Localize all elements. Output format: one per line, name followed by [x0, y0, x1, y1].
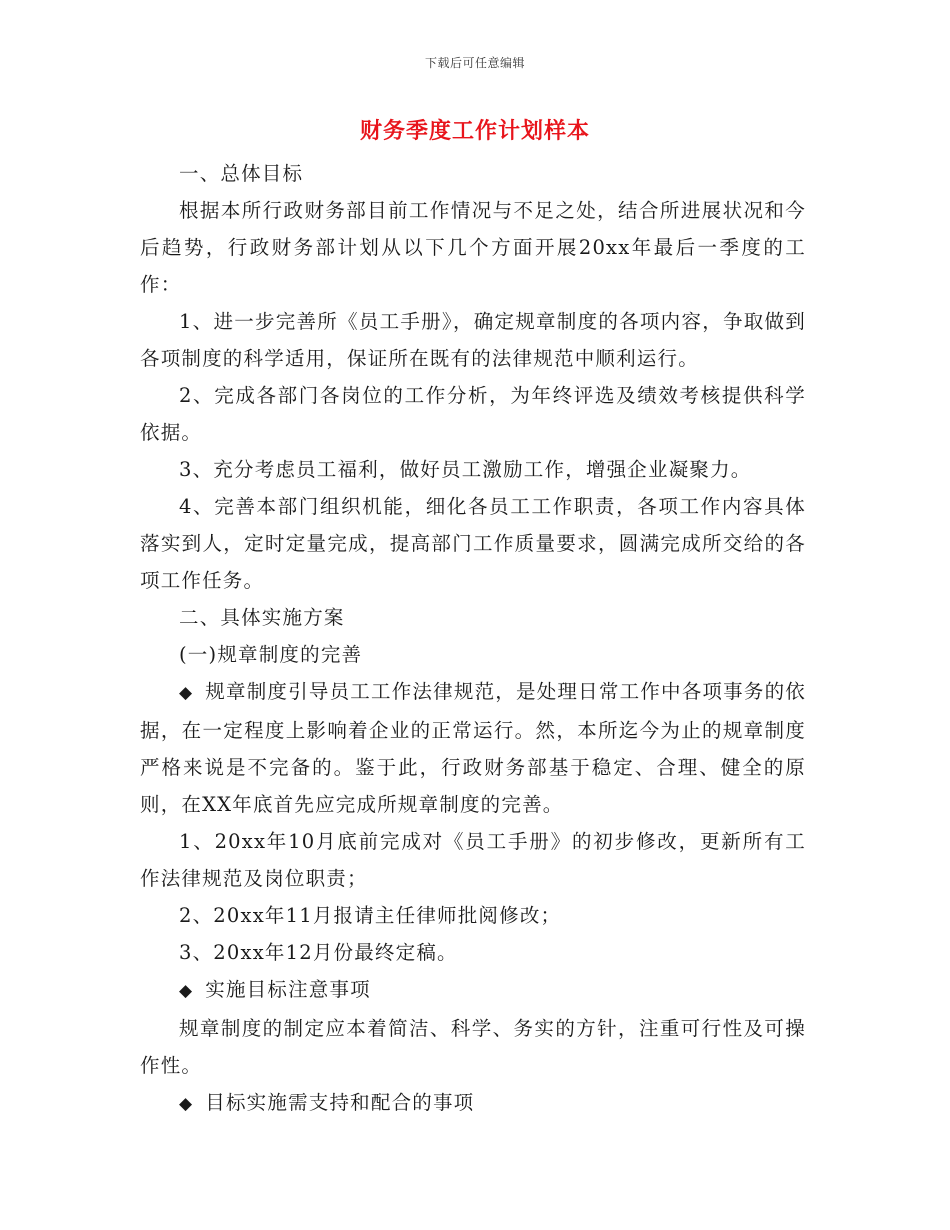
bullet-paragraph-rules-text: 规章制度引导员工工作法律规范，是处理日常工作中各项事务的依据，在一定程度上影响着企业的正常运行。然，本所迄今为止的规章制度严格来说是不完备的。鉴于此，行政财务部基于稳定、合理、健全的原则，在XX年底首先应完成所规章制度的完善。 [140, 680, 806, 816]
header-note: 下载后可任意编辑 [424, 56, 525, 70]
goal-item-1: 1、进一步完善所《员工手册》，确定规章制度的各项内容，争取做到各项制度的科学适用，保证所在既有的法律规范中顺利运行。 [140, 310, 806, 370]
document-title: 财务季度工作计划样本 [359, 118, 590, 144]
section-heading-implementation: 二、具体实施方案 [179, 606, 345, 629]
goal-item-4: 4、完善本部门组织机能，细化各员工工作职责，各项工作内容具体落实到人，定时定量完成，提高部门工作质量要求，圆满完成所交给的各项工作任务。 [140, 495, 806, 592]
diamond-bullet-icon: ◆ [179, 683, 194, 703]
paragraph-notes: 规章制度的制定应本着简洁、科学、务实的方针，注重可行性及可操作性。 [140, 1017, 806, 1077]
section-heading-overall-goal: 一、总体目标 [179, 162, 304, 185]
schedule-item-3: 3、20xx年12月份最终定稿。 [179, 941, 458, 964]
bullet-heading-notes-text: 实施目标注意事项 [205, 978, 371, 1001]
schedule-item-2: 2、20xx年11月报请主任律师批阅修改； [179, 904, 562, 927]
bullet-heading-support-text: 目标实施需支持和配合的事项 [205, 1091, 475, 1114]
subsection-heading-rules: (一)规章制度的完善 [179, 643, 363, 666]
schedule-item-1: 1、20xx年10月底前完成对《员工手册》的初步修改，更新所有工作法律规范及岗位职责； [140, 830, 806, 890]
diamond-bullet-icon: ◆ [179, 1094, 194, 1114]
document-body [140, 155, 806, 1123]
goal-item-2: 2、完成各部门各岗位的工作分析，为年终评选及绩效考核提供科学依据。 [140, 384, 806, 444]
paragraph-intro: 根据本所行政财务部目前工作情况与不足之处，结合所进展状况和今后趋势，行政财务部计划从以下几个方面开展20xx年最后一季度的工作： [140, 199, 806, 296]
bullet-paragraph-rules [140, 673, 806, 823]
bullet-heading-notes [140, 971, 806, 1010]
bullet-heading-support [140, 1084, 806, 1123]
goal-item-3: 3、充分考虑员工福利，做好员工激励工作，增强企业凝聚力。 [179, 458, 752, 481]
diamond-bullet-icon: ◆ [179, 981, 194, 1001]
